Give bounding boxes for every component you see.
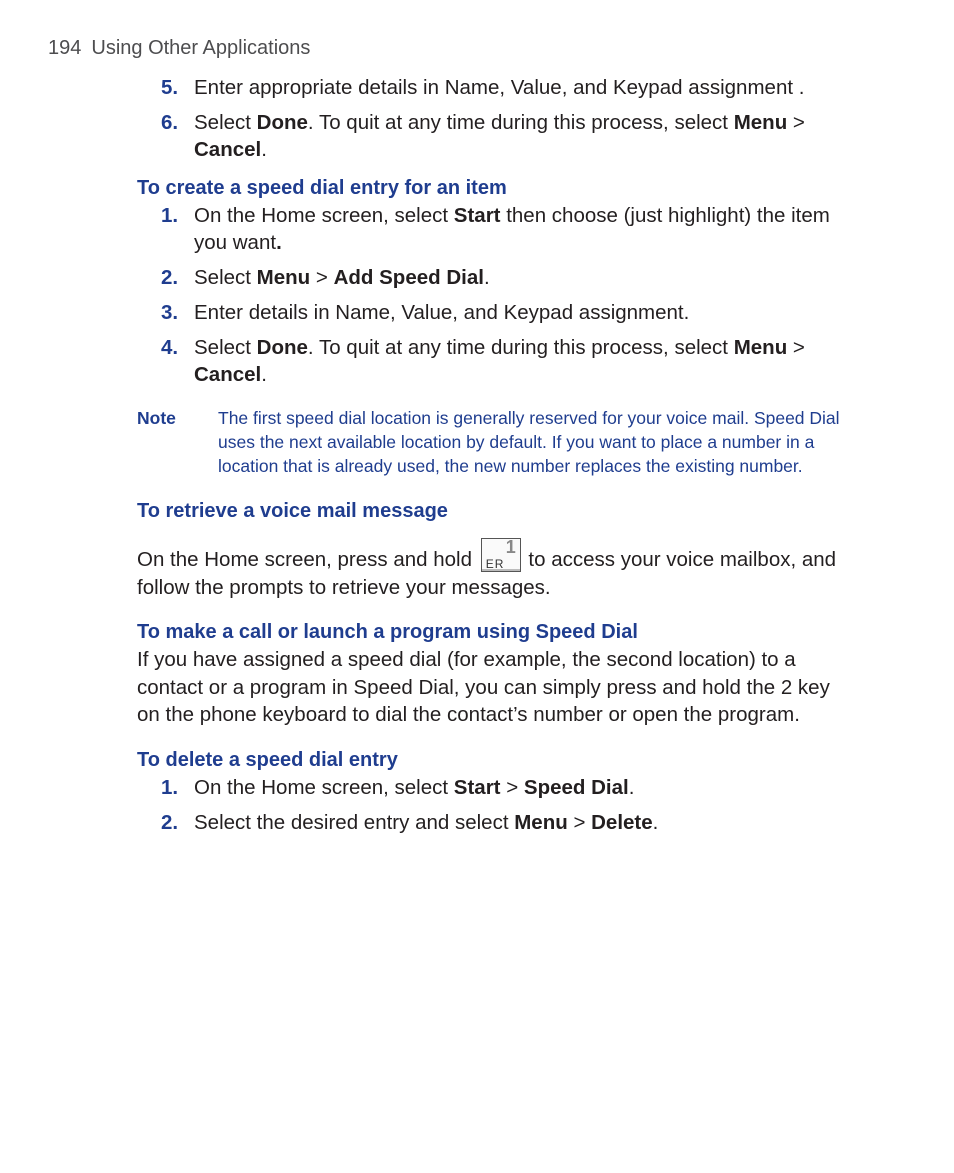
- step-text: Select: [194, 111, 257, 134]
- ui-term: Cancel: [194, 138, 262, 161]
- step-item: [137, 202, 857, 256]
- heading-speed-dial-call: To make a call or launch a program using Speed Dial: [137, 621, 638, 643]
- step-text: Select the desired entry and select: [194, 810, 515, 834]
- step-item: [137, 109, 857, 163]
- ui-term: Done: [256, 336, 308, 359]
- voicemail-text-after: to access your voice mailbox, and follow the prompts to retrieve your messages.: [137, 548, 837, 599]
- step-item: [137, 809, 857, 836]
- step-text: On the Home screen, select: [194, 775, 454, 799]
- step-text: Select: [194, 266, 257, 289]
- step-number: 1.: [161, 775, 179, 799]
- step-text: . To quit at any time during this process, select: [307, 111, 734, 134]
- page-header: [48, 37, 310, 60]
- section-title: Using Other Applications: [91, 37, 311, 59]
- step-number: 3.: [161, 301, 179, 324]
- voicemail-paragraph: [137, 538, 857, 601]
- ui-term: Menu: [514, 810, 568, 834]
- steps-list-delete-entry: [137, 774, 857, 836]
- ui-term: Menu: [733, 336, 788, 359]
- note-label: Note: [137, 408, 176, 428]
- step-text: .: [628, 775, 635, 799]
- ui-term: Start: [453, 204, 501, 227]
- ui-term: Menu: [256, 266, 311, 289]
- voicemail-text-before: On the Home screen, press and hold: [137, 548, 478, 571]
- step-text: then choose (just highlight) the item you want: [194, 204, 830, 254]
- speed-dial-call-paragraph: If you have assigned a speed dial (for example, the second location) to a contact or a program in Speed Dial, you can simply press and hold the 2 key on the phone keyboard to dial the contact’s number or open the program.: [137, 648, 830, 726]
- steps-list-continued: [137, 74, 857, 163]
- step-item: [137, 334, 857, 388]
- step-number: 6.: [161, 111, 179, 134]
- ui-term: .: [276, 231, 282, 254]
- step-text: >: [500, 775, 524, 799]
- heading-create-item: To create a speed dial entry for an item: [137, 177, 507, 199]
- step-text: >: [567, 810, 592, 834]
- step-number: 2.: [161, 266, 179, 289]
- step-text: .: [261, 138, 267, 161]
- key-icon-letters: ER: [485, 557, 505, 571]
- ui-term: Speed Dial: [523, 775, 629, 799]
- step-text: >: [310, 266, 334, 289]
- ui-term: Menu: [733, 111, 788, 134]
- steps-list-create-item: [137, 202, 857, 388]
- heading-voicemail: To retrieve a voice mail message: [137, 500, 448, 522]
- step-item: [137, 299, 857, 326]
- heading-delete-entry: To delete a speed dial entry: [137, 748, 398, 771]
- step-text: .: [652, 810, 659, 834]
- ui-term: Done: [256, 111, 308, 134]
- page-number: 194: [48, 37, 82, 59]
- step-text: >: [787, 336, 805, 359]
- ui-term: Add Speed Dial: [333, 266, 484, 289]
- step-text: Enter details in Name, Value, and Keypad assignment.: [194, 301, 690, 324]
- ui-term: Start: [453, 775, 501, 799]
- ui-term: Delete: [591, 810, 653, 834]
- step-number: 2.: [161, 810, 179, 834]
- step-text: >: [787, 111, 805, 134]
- note-block: [137, 406, 857, 478]
- step-number: 1.: [161, 204, 179, 227]
- note-text: The first speed dial location is generally reserved for your voice mail. Speed Dial uses the next available location by default. If you want to place a number in a location that is already used, the new number replaces the existing number.: [218, 408, 840, 476]
- step-item: [137, 264, 857, 291]
- ui-term: Cancel: [194, 363, 262, 386]
- key-1-icon: [481, 538, 521, 572]
- step-item: [137, 774, 857, 801]
- step-item: [137, 74, 857, 101]
- step-text: .: [483, 266, 490, 289]
- step-text: Select: [194, 336, 257, 359]
- step-text: . To quit at any time during this process, select: [307, 336, 734, 359]
- step-number: 4.: [161, 336, 179, 359]
- step-text: Enter appropriate details in Name, Value, and Keypad assignment .: [194, 76, 805, 99]
- key-icon-digit: 1: [505, 537, 516, 557]
- step-text: .: [261, 363, 267, 386]
- step-number: 5.: [161, 76, 179, 99]
- step-text: On the Home screen, select: [194, 204, 454, 227]
- page-content: [137, 74, 857, 844]
